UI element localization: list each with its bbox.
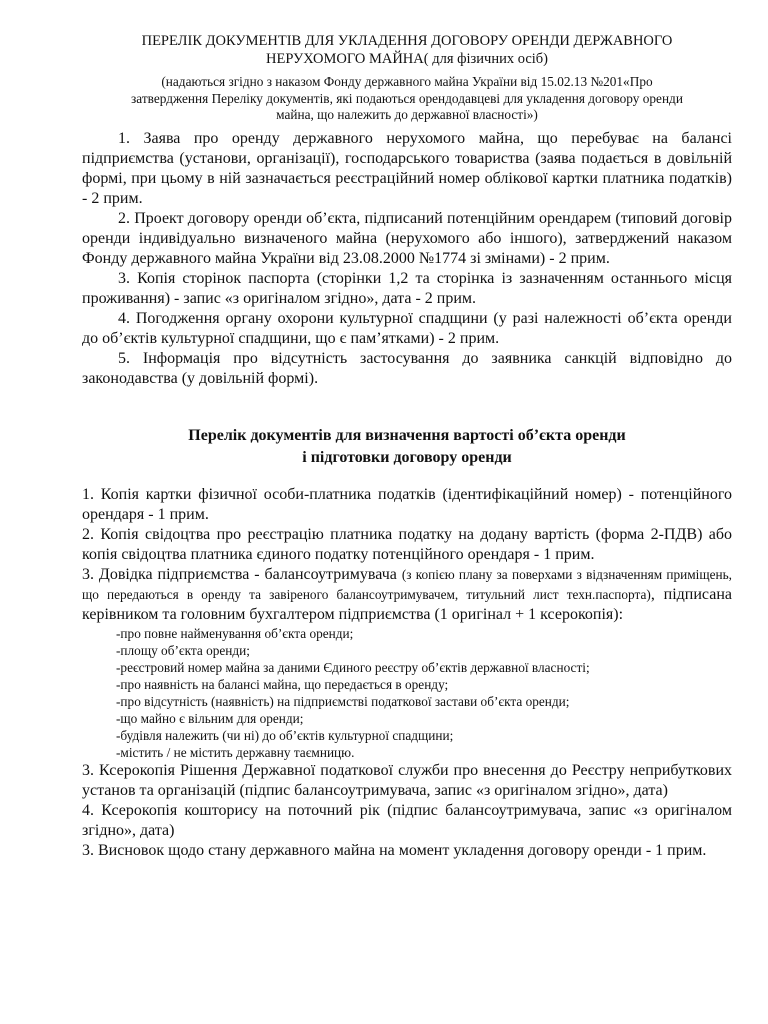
section2-heading [82, 425, 732, 469]
section2-item-3 [82, 565, 732, 625]
section1-item: 4. Погодження органу охорони культурної спадщини (у разі належності об’єкта оренди до об’єктів культурної спадщини, що є пам’ятками) - 2 прим. [82, 309, 732, 347]
title-line-1: ПЕРЕЛІК ДОКУМЕНТІВ ДЛЯ УКЛАДЕННЯ ДОГОВОРУ ОРЕНДИ ДЕРЖАВНОГО [141, 33, 673, 49]
section2-heading-line-1: Перелік документів для визначення вартості об’єкта оренди [188, 426, 626, 444]
section2-item: 4. Ксерокопія кошторису на поточний рік (підпис балансоутримувача, запис «з оригіналом згідно», дата) [82, 801, 732, 839]
item3-note: (з копією плану за поверхами з відзначенням приміщень, що передаються в оренду та завіреного балансоутримувачем, титульний лист техн.паспорта) [82, 566, 733, 602]
sublist-item: -будівля належить (чи ні) до об’єктів культурної спадщини; [116, 727, 454, 743]
section2-item: 1. Копія картки фізичної особи-платника податків (ідентифікаційний номер) - потенційного орендаря - 1 прим. [82, 485, 732, 523]
item3-end: , підписана керівником та головним бухгалтером підприємства (1 оригінал + 1 ксерокопія): [82, 585, 732, 623]
section1-item: 5. Інформація про відсутність застосування до заявника санкцій відповідно до законодавства (у довільній формі). [82, 349, 732, 387]
title-line-2: НЕРУХОМОГО МАЙНА( для фізичних осіб) [265, 51, 548, 67]
sublist-item: -що майно є вільним для оренди; [116, 710, 304, 726]
subtitle-line-1: (надаються згідно з наказом Фонду державного майна України від 15.02.13 №201«Про [161, 74, 653, 89]
sublist-item: -площу об’єкта оренди; [116, 642, 250, 658]
sublist-item: -реєстровий номер майна за даними Єдиного реєстру об’єктів державної власності; [116, 659, 590, 675]
sublist-item: -про наявність на балансі майна, що передається в оренду; [116, 676, 449, 692]
subtitle-line-2: затвердження Переліку документів, які подаються орендодавцеві для укладення договору оренди [131, 90, 683, 106]
item3-start: 3. Довідка підприємства - балансоутримувача [82, 565, 402, 583]
section2-item: 3. Ксерокопія Рішення Державної податкової служби про внесення до Реєстру неприбуткових установ та організацій (підпис балансоутримувача, запис «з оригіналом згідно», дата) [82, 761, 732, 799]
sublist-item: -про відсутність (наявність) на підприємстві податкової застави об’єкта оренди; [116, 693, 570, 709]
item3-sublist [82, 625, 732, 761]
section1-item: 3. Копія сторінок паспорта (сторінки 1,2 та сторінка із зазначенням останнього місця проживання) - запис «з оригіналом згідно», дата - 2 прим. [82, 269, 732, 307]
section1-item: 1. Заява про оренду державного нерухомого майна, що перебуває на балансі підприємства (установи, організації), господарського товариства (заява подається в довільній формі, при цьому в ній зазначається реєстраційний номер облікової картки платника податків) - 2 прим. [82, 129, 732, 207]
sublist-item: -містить / не містить державну таємницю. [116, 744, 355, 760]
subtitle-line-3: майна, що належить до державної власності») [276, 107, 538, 122]
section2-heading-line-2: і підготовки договору оренди [302, 448, 512, 466]
section2-list [82, 485, 732, 861]
document-subtitle [82, 74, 732, 124]
document-title [82, 32, 732, 68]
section2-item: 3. Висновок щодо стану державного майна на момент укладення договору оренди - 1 прим. [82, 841, 707, 859]
section1-item: 2. Проект договору оренди об’єкта, підписаний потенційним орендарем (типовий договір оренди індивідуально визначеного майна (нерухомого або іншого), затверджений наказом Фонду державного майна України від 23.08.2000 №1774 зі змінами) - 2 прим. [82, 209, 732, 267]
document-page [82, 0, 732, 861]
section2-item: 2. Копія свідоцтва про реєстрацію платника податку на додану вартість (форма 2-ПДВ) або копія свідоцтва платника єдиного податку потенційного орендаря - 1 прим. [82, 525, 732, 563]
section1-list [82, 129, 732, 389]
sublist-item: -про повне найменування об’єкта оренди; [116, 625, 354, 641]
